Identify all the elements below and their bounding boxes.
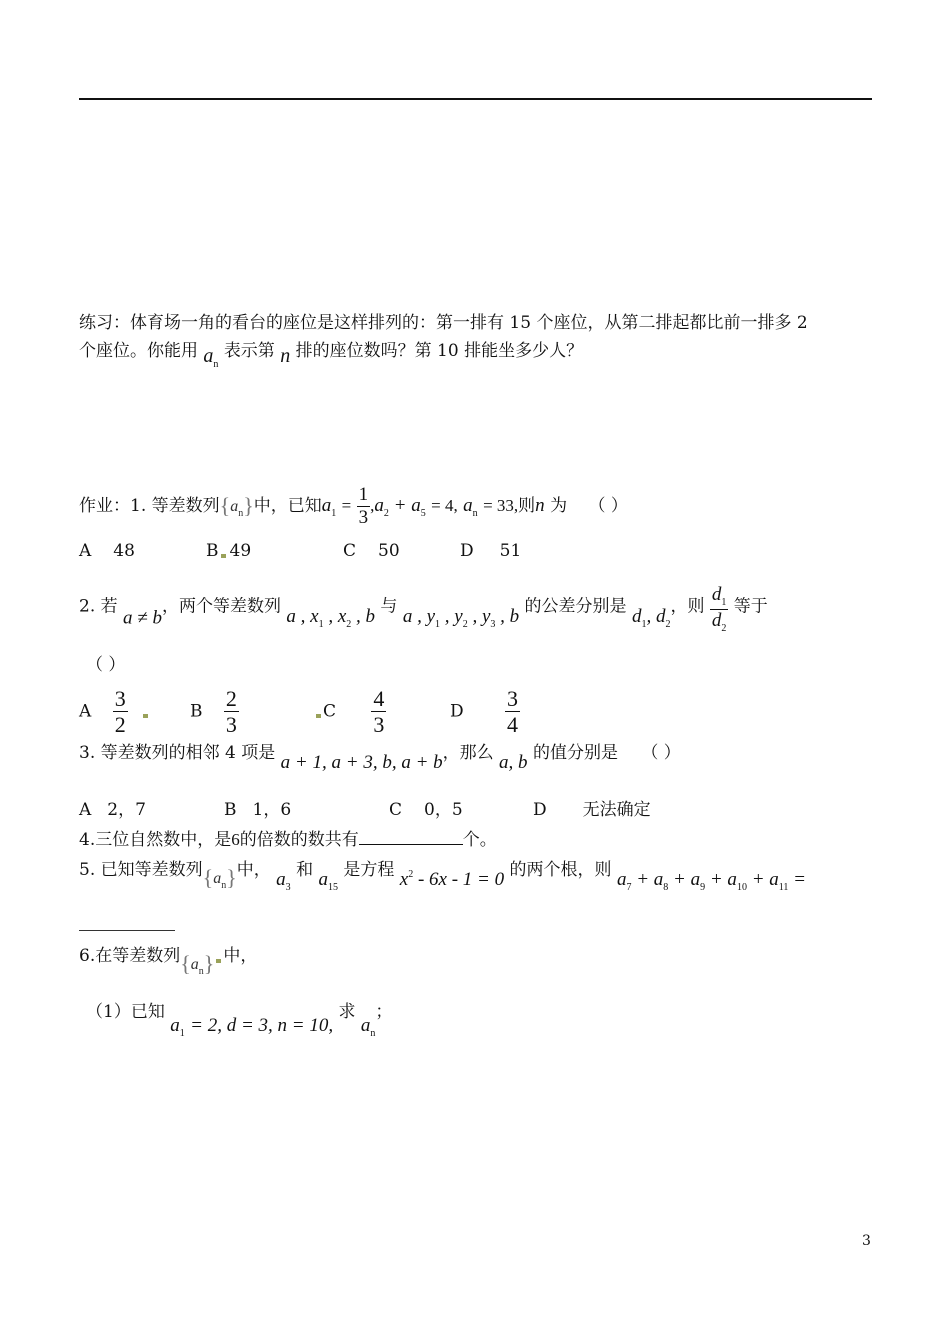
q3-option-d: D 无法确定 (533, 800, 651, 820)
q2-answer-paren: （ ） (86, 655, 126, 675)
q6-part-1: （1）已知 $a_1 = 2$, d = 3, n = 10, 求 $a_n$； (86, 1002, 393, 1039)
header-rule (79, 98, 872, 100)
homework-question-5: 5. 已知等差数列$\{a_n\}$中， $a_3$ 和 $a_{15}$ 是方程 $x^2 - 6x - 1 = 0$ 的两个根，则 $a_7 + a_8 + a_9 + a_{10} + a_{11}$ = (79, 860, 806, 893)
exercise-line-2: 个座位。你能用 $a_n$ 表示第 n 排的座位数吗？第 10 排能坐多少人？ (79, 341, 584, 370)
q5-answer-blank (79, 930, 175, 931)
q1-option-c: C 50 (343, 541, 400, 561)
q1-option-d: D 51 (460, 541, 522, 561)
q2-option-c: C $\frac{4}{3}$ (314, 686, 386, 738)
q1-option-a: A 48 (79, 541, 135, 561)
q1-option-b: B 49 (206, 541, 252, 561)
homework-question-6: 6.在等差数列$\{a_n\}$ 中， (79, 946, 258, 977)
q3-option-a: A 2，7 (79, 800, 146, 820)
homework-question-3: 3. 等差数列的相邻 4 项是 a + 1, a + 3, b, a + b，那么 a, b 的值分别是 （ ） (79, 743, 681, 773)
homework-question-2: 2. 若 a ≠ b，两个等差数列 a , $x_1$ , $x_2$ , b 与 a , $y_1$ , $y_2$ , $y_3$ , b 的公差分别是 $d_1$, $d_2$，则 $\frac{d_1}{d_2}$ 等于 (79, 584, 768, 634)
exercise-line-1: 练习：体育场一角的看台的座位是这样排列的：第一排有 15 个座位，从第二排起都比前一排多 2 (79, 313, 808, 333)
q4-answer-blank (359, 844, 463, 845)
q3-option-b: B 1，6 (224, 800, 292, 820)
homework-question-1: 作业：1. 等差数列$\{a_n\}$中，已知$a_1$ = $\frac{1}{3}$ $,a_2 + a_5 = 4$, $a_n = 33$,则n 为 （ ） (79, 484, 628, 528)
q2-option-a: A $\frac{3}{2}$ (79, 686, 150, 738)
q2-option-d: D $\frac{3}{4}$ (450, 686, 519, 738)
q2-option-b: B $\frac{2}{3}$ (190, 686, 237, 738)
page-number: 3 (862, 1233, 871, 1249)
q3-option-c: C 0，5 (389, 800, 463, 820)
homework-question-4: 4.三位自然数中，是6的倍数的数共有 个。 (79, 830, 497, 850)
